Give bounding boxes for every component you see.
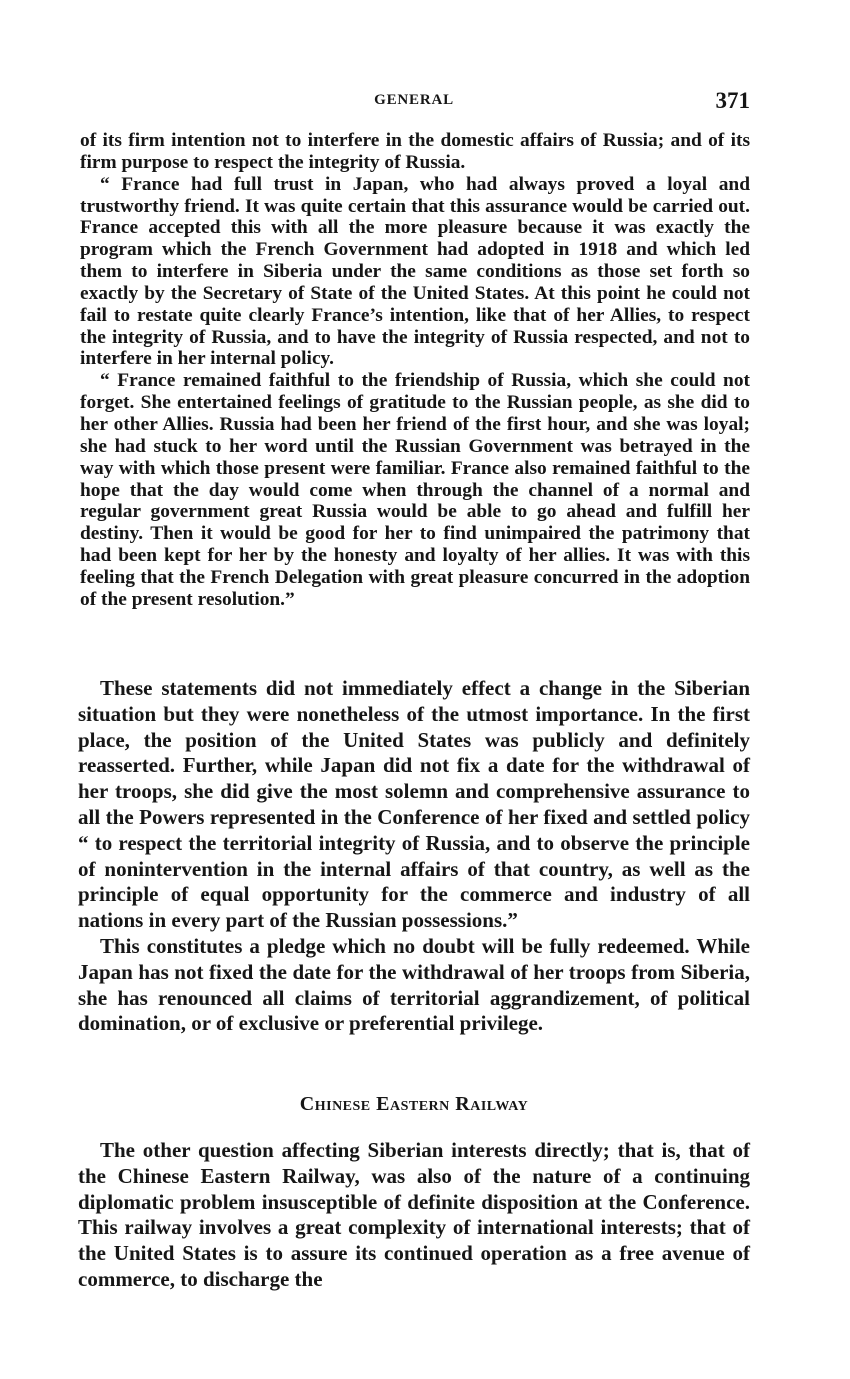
quoted-statement [80, 130, 750, 611]
body-paragraph: These statements did not immediately effect a change in the Siberian situation but they were nonetheless of the utmost importance. In the first place, the position of the United States was publicly and definitely reasserted. Further, while Japan did not fix a date for the withdrawal of her troops, she did give the most solemn and comprehensive assurance to all the Powers represented in the Conference of her fixed and settled policy “ to respect the territorial integrity of Russia, and to observe the principle of nonintervention in the internal affairs of that country, as well as the principle of equal opportunity for the commerce and industry of all nations in every part of the Russian possessions.” [78, 676, 750, 933]
body-text [78, 676, 750, 1037]
section-paragraph: The other question affecting Siberian interests directly; that is, that of the Chinese Eastern Railway, was also of the nature of a continuing diplomatic problem insusceptible of definite disposition at the Conference. This railway involves a great complexity of international interests; that of the United States is to assure its continued operation as a free avenue of commerce, to discharge the [78, 1138, 750, 1291]
running-head [78, 88, 750, 118]
running-title: GENERAL [374, 92, 454, 108]
section-heading: Chinese Eastern Railway [299, 1093, 529, 1115]
body-paragraph: This constitutes a pledge which no doubt will be fully redeemed. While Japan has not fixed the date for the withdrawal of her troops from Siberia, she has renounced all claims of territorial aggrandizement, of political domination, or of exclusive or preferential privilege. [78, 933, 750, 1036]
page-number: 371 [715, 88, 750, 113]
quote-paragraph: of its firm intention not to interfere in the domestic affairs of Russia; and of its firm purpose to respect the integrity of Russia. [80, 130, 750, 173]
quote-paragraph: “ France remained faithful to the friendship of Russia, which she could not forget. She entertained feelings of gratitude to the Russian people, as she did to her other Allies. Russia had been her friend of the first hour, and she was loyal; she had stuck to her word until the Russian Government was betrayed in the way with which those present were familiar. France also remained faithful to the hope that the day would come when through the channel of a normal and regular government great Russia would be able to go ahead and fulfill her destiny. Then it would be good for her to find unimpaired the patrimony that had been kept for her by the honesty and loyalty of her allies. It was with this feeling that the French Delegation with great pleasure concurred in the adoption of the present resolution.” [80, 370, 750, 610]
quote-paragraph: “ France had full trust in Japan, who had always proved a loyal and trustworthy friend. It was quite certain that this assurance would be carried out. France accepted this with all the more pleasure because it was exactly the program which the French Government had adopted in 1918 and which led them to interfere in Siberia under the same conditions as those set forth so exactly by the Secretary of State of the United States. At this point he could not fail to restate quite clearly France’s intention, like that of her Allies, to respect the integrity of Russia, and to have the integrity of Russia respected, and not to interfere in her internal policy. [80, 173, 750, 370]
section-text [78, 1138, 750, 1293]
